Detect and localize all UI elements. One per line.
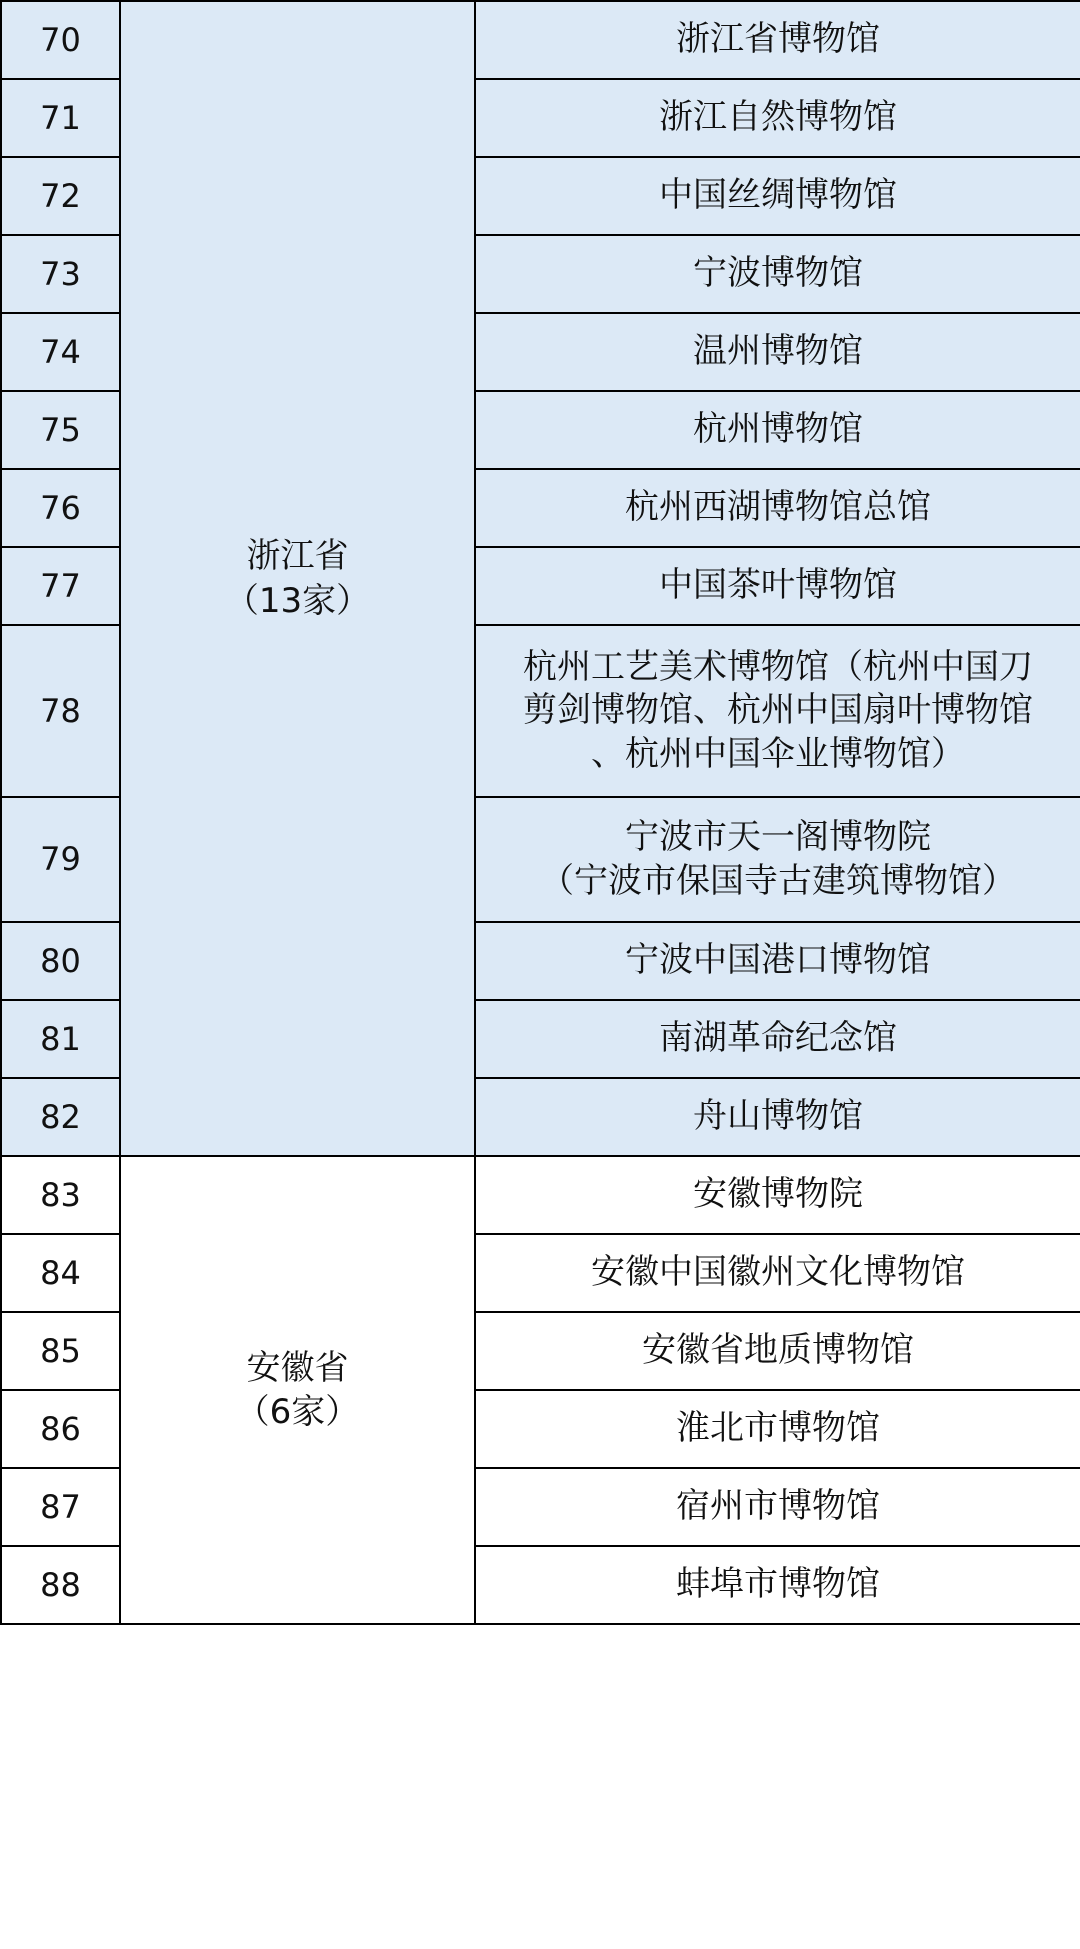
museum-name (475, 157, 1080, 235)
museum-name-line: 杭州西湖博物馆总馆 (625, 487, 931, 528)
museum-name (475, 1078, 1080, 1156)
province-cell (120, 1, 475, 1156)
museum-name-line: 、杭州中国伞业博物馆） (591, 733, 965, 774)
museum-name-line: （宁波市保国寺古建筑博物馆） (540, 860, 1016, 901)
museum-name (475, 469, 1080, 547)
museum-name (475, 79, 1080, 157)
row-number: 85 (1, 1312, 120, 1390)
row-number: 70 (1, 1, 120, 79)
museum-name (475, 625, 1080, 797)
row-number: 88 (1, 1546, 120, 1624)
museum-table-body (1, 1, 1080, 1624)
museum-name-line: 淮北市博物馆 (676, 1408, 880, 1449)
museum-name-line: 浙江省博物馆 (676, 19, 880, 60)
museum-name (475, 922, 1080, 1000)
museum-name-line: 蚌埠市博物馆 (676, 1564, 880, 1605)
row-number: 73 (1, 235, 120, 313)
museum-name (475, 1546, 1080, 1624)
museum-name (475, 547, 1080, 625)
museum-name (475, 1000, 1080, 1078)
row-number: 87 (1, 1468, 120, 1546)
row-number: 79 (1, 797, 120, 922)
row-number: 80 (1, 922, 120, 1000)
museum-name-line: 杭州博物馆 (693, 409, 863, 450)
row-number: 82 (1, 1078, 120, 1156)
museum-name (475, 1, 1080, 79)
museum-name (475, 797, 1080, 922)
museum-name (475, 313, 1080, 391)
museum-name (475, 1312, 1080, 1390)
museum-name (475, 1234, 1080, 1312)
province-count: （6家） (235, 1392, 360, 1432)
museum-name-line: 中国丝绸博物馆 (659, 175, 897, 216)
province-cell (120, 1156, 475, 1624)
row-number: 84 (1, 1234, 120, 1312)
museum-name (475, 235, 1080, 313)
museum-name-line: 宁波中国港口博物馆 (625, 940, 931, 981)
table-row (1, 1, 1080, 79)
museum-name (475, 1390, 1080, 1468)
row-number: 75 (1, 391, 120, 469)
museum-name-line: 温州博物馆 (693, 331, 863, 372)
row-number: 83 (1, 1156, 120, 1234)
museum-name-line: 南湖革命纪念馆 (659, 1018, 897, 1059)
row-number: 71 (1, 79, 120, 157)
museum-name (475, 391, 1080, 469)
row-number: 77 (1, 547, 120, 625)
museum-name-line: 宁波市天一阁博物院 (625, 816, 931, 857)
museum-name-line: 安徽中国徽州文化博物馆 (591, 1252, 965, 1293)
museum-name-line: 杭州工艺美术博物馆（杭州中国刀 (523, 646, 1033, 687)
row-number: 81 (1, 1000, 120, 1078)
row-number: 76 (1, 469, 120, 547)
museum-name (475, 1468, 1080, 1546)
table-row (1, 1156, 1080, 1234)
province-name: 浙江省 (246, 536, 349, 577)
province-name: 安徽省 (246, 1347, 349, 1388)
museum-name-line: 宁波博物馆 (693, 253, 863, 294)
museum-name-line: 舟山博物馆 (693, 1096, 863, 1137)
museum-name-line: 安徽省地质博物馆 (642, 1330, 914, 1371)
museum-name-line: 宿州市博物馆 (676, 1486, 880, 1527)
province-count: （13家） (224, 580, 371, 621)
row-number: 78 (1, 625, 120, 797)
museum-name-line: 剪剑博物馆、杭州中国扇叶博物馆 (523, 690, 1033, 731)
row-number: 72 (1, 157, 120, 235)
museum-name-line: 中国茶叶博物馆 (659, 565, 897, 606)
museum-name (475, 1156, 1080, 1234)
museum-name-line: 浙江自然博物馆 (659, 97, 897, 138)
museum-name-line: 安徽博物院 (693, 1174, 863, 1215)
row-number: 74 (1, 313, 120, 391)
row-number: 86 (1, 1390, 120, 1468)
